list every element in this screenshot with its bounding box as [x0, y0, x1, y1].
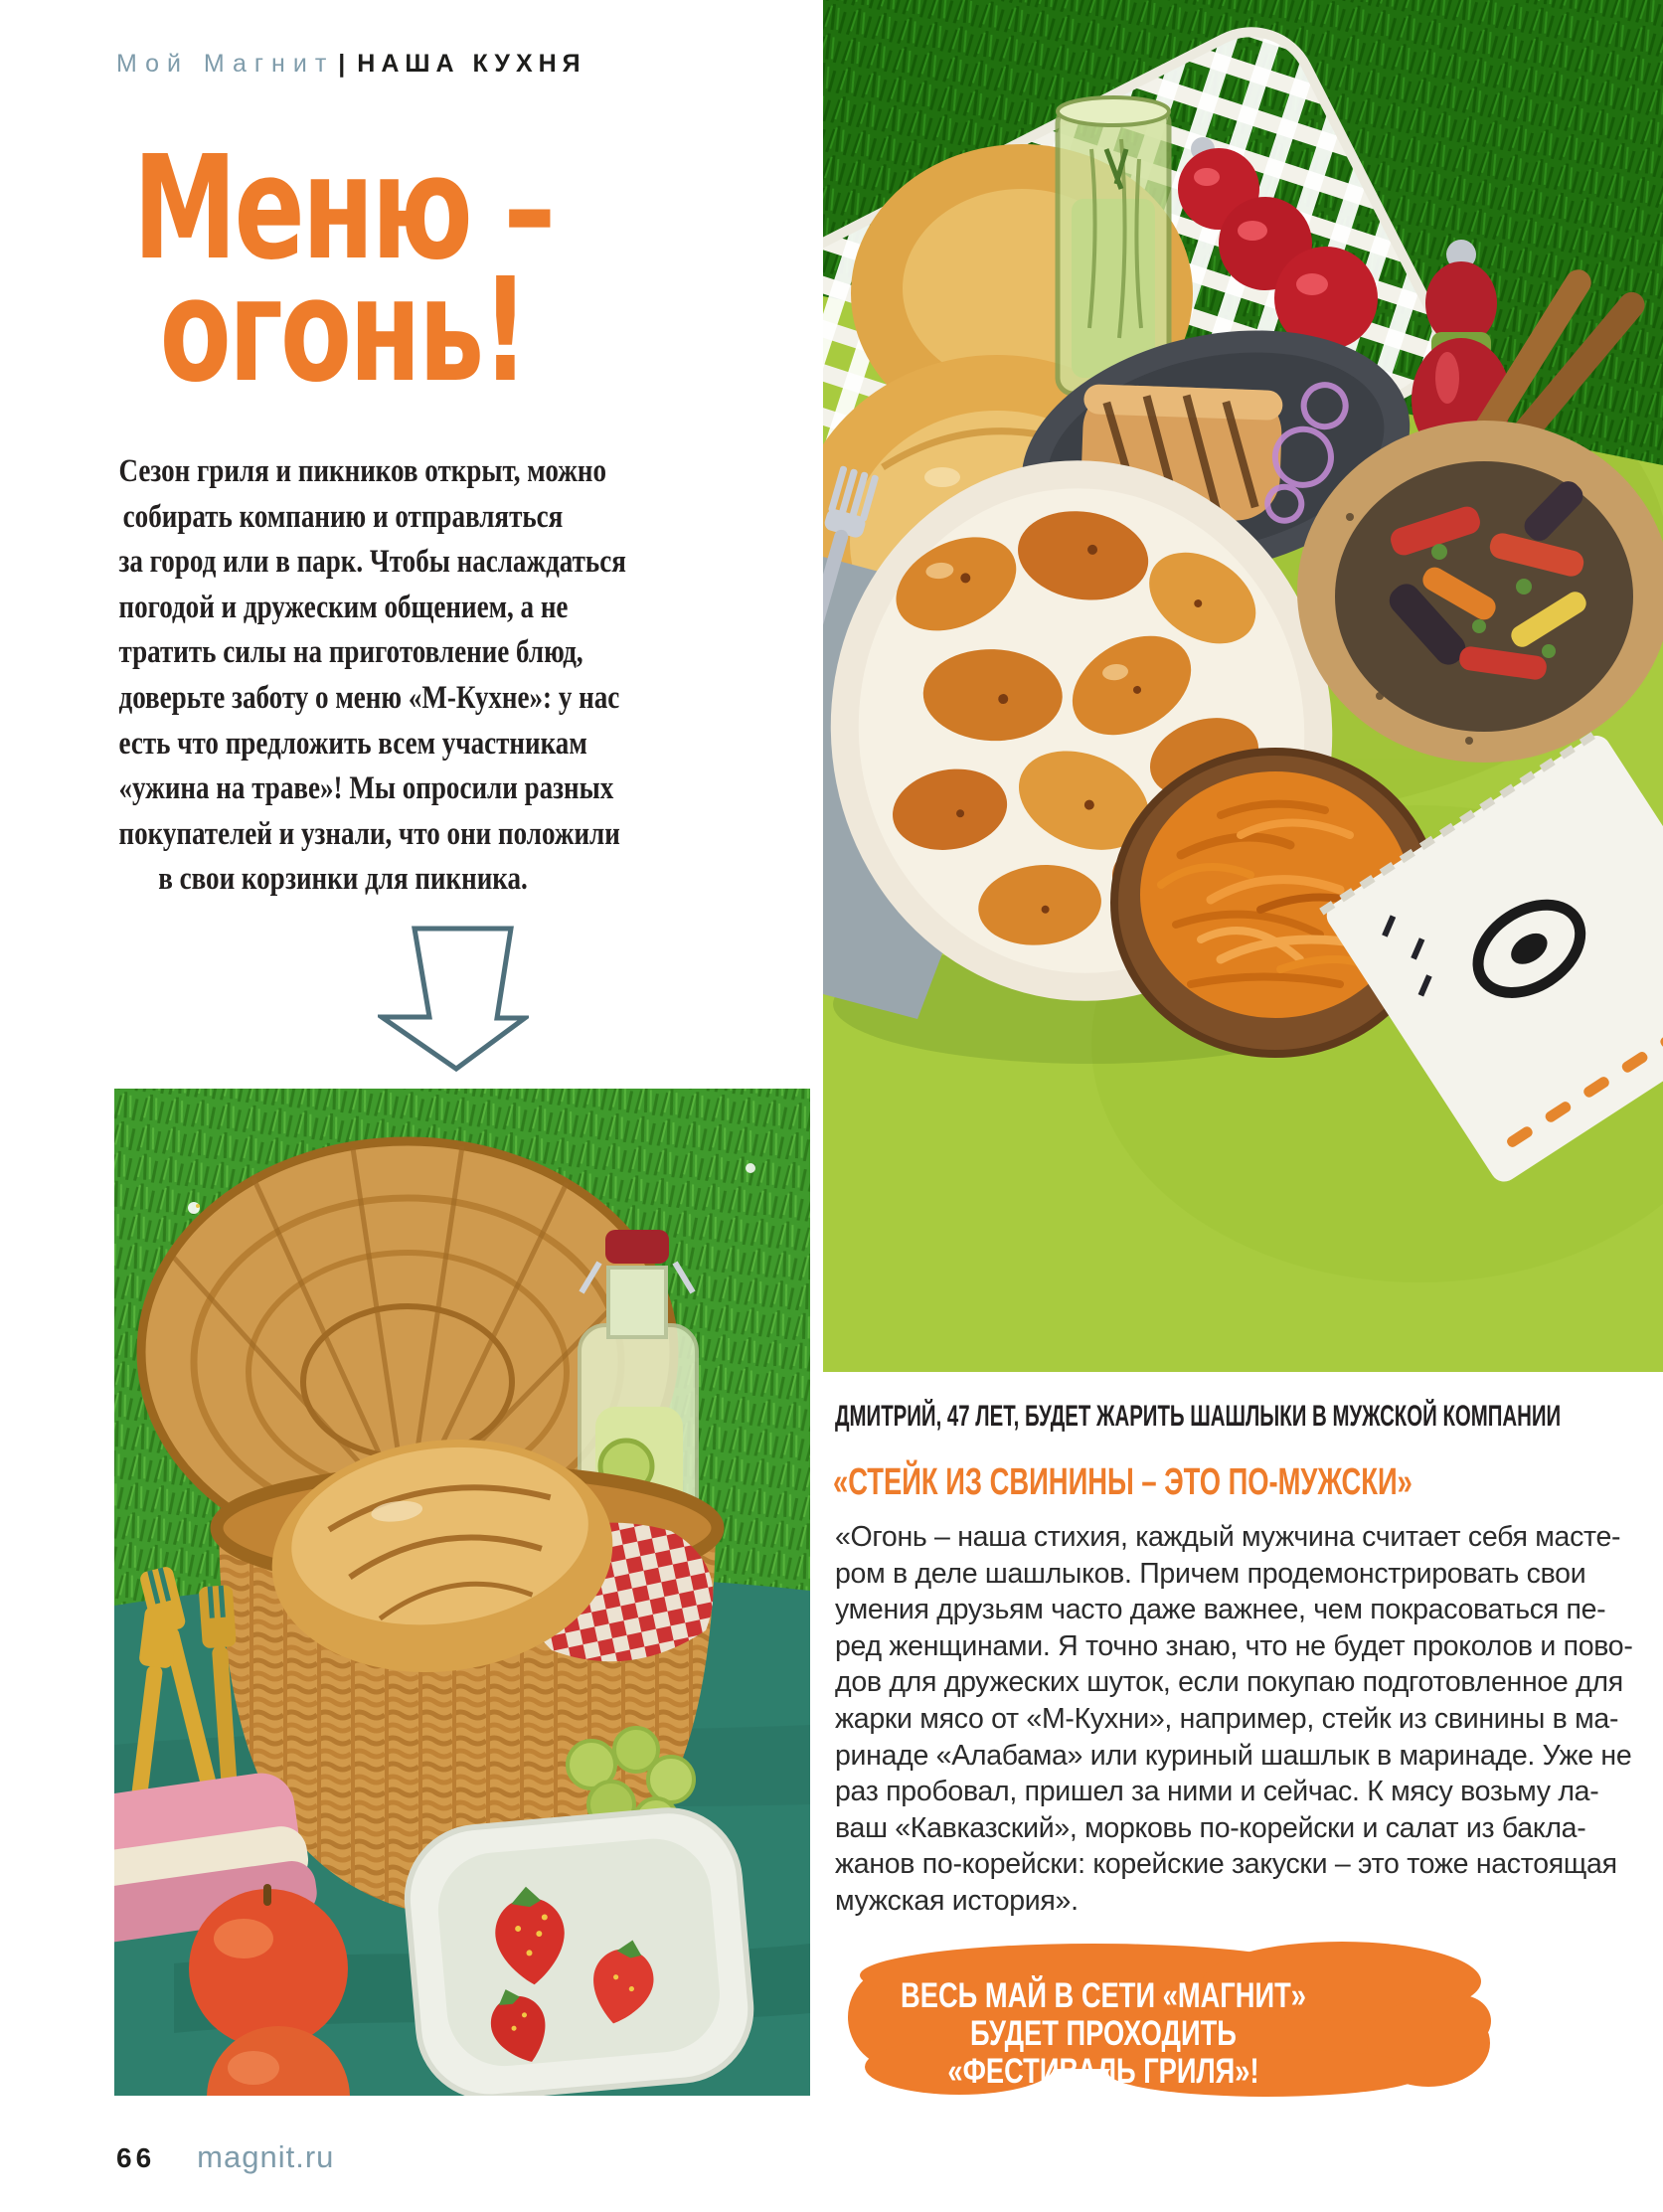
body-line: ром в деле шашлыков. Причем продемонстрировать свои	[835, 1557, 1586, 1590]
intro-line: в свои корзинки для пикника.	[158, 861, 528, 898]
intro-line: доверьте заботу о меню «М-Кухне»: у нас	[118, 679, 620, 716]
down-arrow-icon	[378, 926, 529, 1073]
intro-line: тратить силы на приготовление блюд,	[118, 634, 583, 671]
body-line: дов для дружеских шуток, если покупаю подготовленное для	[835, 1666, 1623, 1699]
intro-paragraph	[118, 449, 626, 903]
interview-kicker: ДМИТРИЙ, 47 ЛЕТ, БУДЕТ ЖАРИТЬ ШАШЛЫКИ В МУЖСКОЙ КОМПАНИИ	[835, 1400, 1562, 1433]
intro-line: собирать компанию и отправляться	[122, 498, 564, 535]
promo-badge	[840, 1932, 1491, 2099]
body-line: ваш «Кавказский», морковь по-корейски и салат из бакла-	[835, 1811, 1586, 1844]
strawberry-bowl	[402, 1804, 756, 2096]
site-link[interactable]: magnit.ru	[197, 2139, 335, 2174]
page-number: 66	[116, 2142, 156, 2173]
body-line: жарки мясо от «М-Кухни», например, стейк из свинины в ма-	[835, 1702, 1619, 1735]
kicker-separator: |	[338, 50, 346, 78]
body-line: ред женщинами. Я точно знаю, что не будет проколов и пово-	[835, 1629, 1633, 1662]
body-line: жанов по-корейски: корейские закуски – это тоже настоящая	[835, 1848, 1617, 1881]
quote-heading: «СТЕЙК ИЗ СВИНИНЫ – ЭТО ПО-МУЖСКИ»	[833, 1461, 1413, 1503]
body-line: мужская история».	[835, 1884, 1079, 1917]
kicker	[116, 50, 586, 79]
article-title	[132, 124, 554, 414]
badge-line: БУДЕТ ПРОХОДИТЬ	[970, 2014, 1237, 2053]
vegetable-salad-bowl	[1297, 421, 1663, 763]
intro-line: погодой и дружеским общением, а не	[118, 589, 569, 625]
intro-line: покупателей и узнали, что они положили	[118, 815, 620, 852]
badge-line: «ФЕСТИВАЛЬ ГРИЛЯ»!	[947, 2052, 1259, 2091]
magazine-brand: Мой Магнит	[116, 50, 335, 78]
body-line: раз пробовал, пришел за ними и сейчас. К мясу возьму ла-	[835, 1776, 1599, 1808]
title-line-2: огонь!	[159, 247, 527, 414]
badge-line: ВЕСЬ МАЙ В СЕТИ «МАГНИТ»	[901, 1976, 1306, 2015]
intro-line: «ужина на траве»! Мы опросили разных	[118, 770, 614, 807]
body-line: ринаде «Алабама» или куриный шашлык в маринаде. Уже не	[835, 1739, 1632, 1772]
section-title: НАША КУХНЯ	[357, 50, 586, 78]
title-line-1: Меню –	[132, 124, 554, 291]
intro-line: есть что предложить всем участникам	[118, 725, 587, 762]
picnic-basket-illustration	[114, 1089, 810, 2096]
intro-line: за город или в парк. Чтобы наслаждаться	[118, 544, 626, 581]
body-line: умения друзьям часто даже важнее, чем покрасоваться пе-	[835, 1594, 1606, 1626]
grill-table-photo	[823, 0, 1663, 1372]
body-line: «Огонь – наша стихия, каждый мужчина считает себя масте-	[835, 1521, 1621, 1553]
article-body	[835, 1519, 1663, 1920]
intro-line: Сезон гриля и пикников открыт, можно	[118, 453, 606, 489]
page-footer	[116, 2139, 334, 2175]
promo-badge-text	[898, 1977, 1308, 2091]
picnic-basket-photo	[114, 1089, 810, 2096]
grill-table-illustration	[823, 0, 1663, 1372]
